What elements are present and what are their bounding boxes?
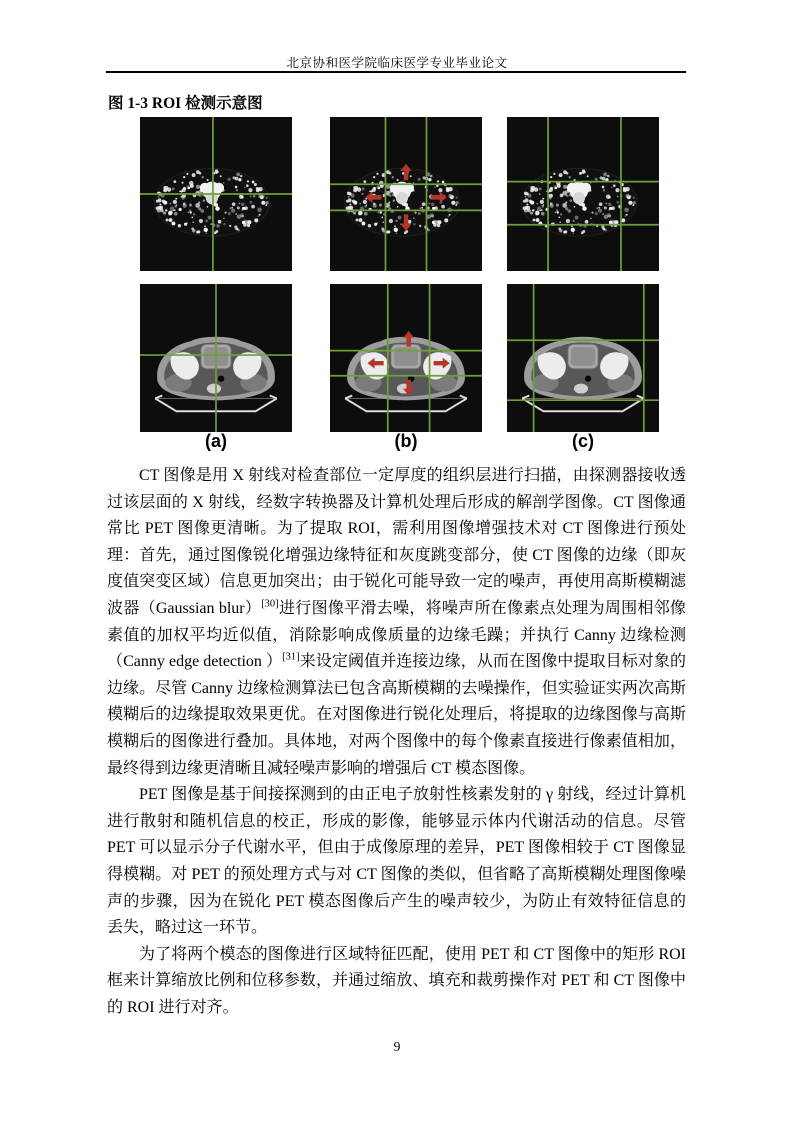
ct-scan-panel-a [140,284,292,432]
figure-caption: 图 1-3 ROI 检测示意图 [108,95,263,112]
citation-ref-30: [30] [261,598,279,610]
figure-label-a: (a) [205,431,227,451]
paragraph-ct-text-2: 进行图像平滑去噪，将噪声所在像素点处理为周围相邻像素值的加权平均近似值，消除影响成像质量的边缘毛躁；并执行 Canny 边缘检测（Canny edge detection ） [107,599,686,671]
ct-scan-panel-b [330,284,482,432]
page-header-title: 北京协和医学院临床医学专业毕业论文 [286,56,508,70]
paragraph-roi-alignment: 为了将两个模态的图像进行区域特征匹配，使用 PET 和 CT 图像中的矩形 ROI 框来计算缩放比例和位移参数，并通过缩放、填充和裁剪操作对 PET 和 CT 图像中的 ROI 进行对齐。 [107,945,686,1016]
citation-ref-31: [31] [282,651,300,663]
pet-scan-panel-c [507,117,659,271]
figure-label-b: (b) [394,431,418,451]
body-text [107,463,686,1021]
paragraph-pet-preprocessing: PET 图像是基于间接探测到的由正电子放射性核素发射的 γ 射线，经过计算机进行散射和随机信息的校正，形成的影像，能够显示体内代谢活动的信息。尽管 PET 可以显示分子代谢水平，但由于成像原理的差异，PET 图像相较于 CT 图像显得模糊。对 PET 的预处理方式与对 CT 图像的类似，但省略了高斯模糊处理图像噪声的步骤，因为在锐化 PET 模态图像后产生的噪声较少，为防止有效特征信息的丢失，略过这一环节。 [107,786,686,937]
page-number: 9 [393,1039,401,1054]
paragraph-ct-preprocessing [107,463,686,782]
header-rule [106,71,686,73]
pet-scan-panel-b [330,117,482,271]
pet-scan-panel-a [140,117,292,271]
figure-roi-detection [108,117,688,462]
paragraph-ct-text-3: 来设定阈值并连接边缘，从而在图像中提取目标对象的边缘。尽管 Canny 边缘检测算法已包含高斯模糊的去噪操作，但实验证实两次高斯模糊后的边缘提取效果更优。在对图像进行锐化处理后，将提取的边缘图像与高斯模糊后的图像进行叠加。具体地，对两个图像中的每个像素直接进行像素值相加，最终得到边缘更清晰且减轻噪声影响的增强后 CT 模态图像。 [107,653,686,777]
paragraph-ct-text-1: CT 图像是用 X 射线对检查部位一定厚度的组织层进行扫描，由探测器接收透过该层面的 X 射线，经数字转换器及计算机处理后形成的解剖学图像。CT 图像通常比 PET 图像更清晰。为了提取 ROI，需利用图像增强技术对 CT 图像进行预处理：首先，通过图像锐化增强边缘特征和灰度跳变部分，使 CT 图像的边缘（即灰度值突变区域）信息更加突出；由于锐化可能导致一定的噪声，再使用高斯模糊滤波器（Gaussian blur） [107,467,686,617]
figure-label-c: (c) [572,431,594,451]
ct-scan-panel-c [507,284,659,432]
